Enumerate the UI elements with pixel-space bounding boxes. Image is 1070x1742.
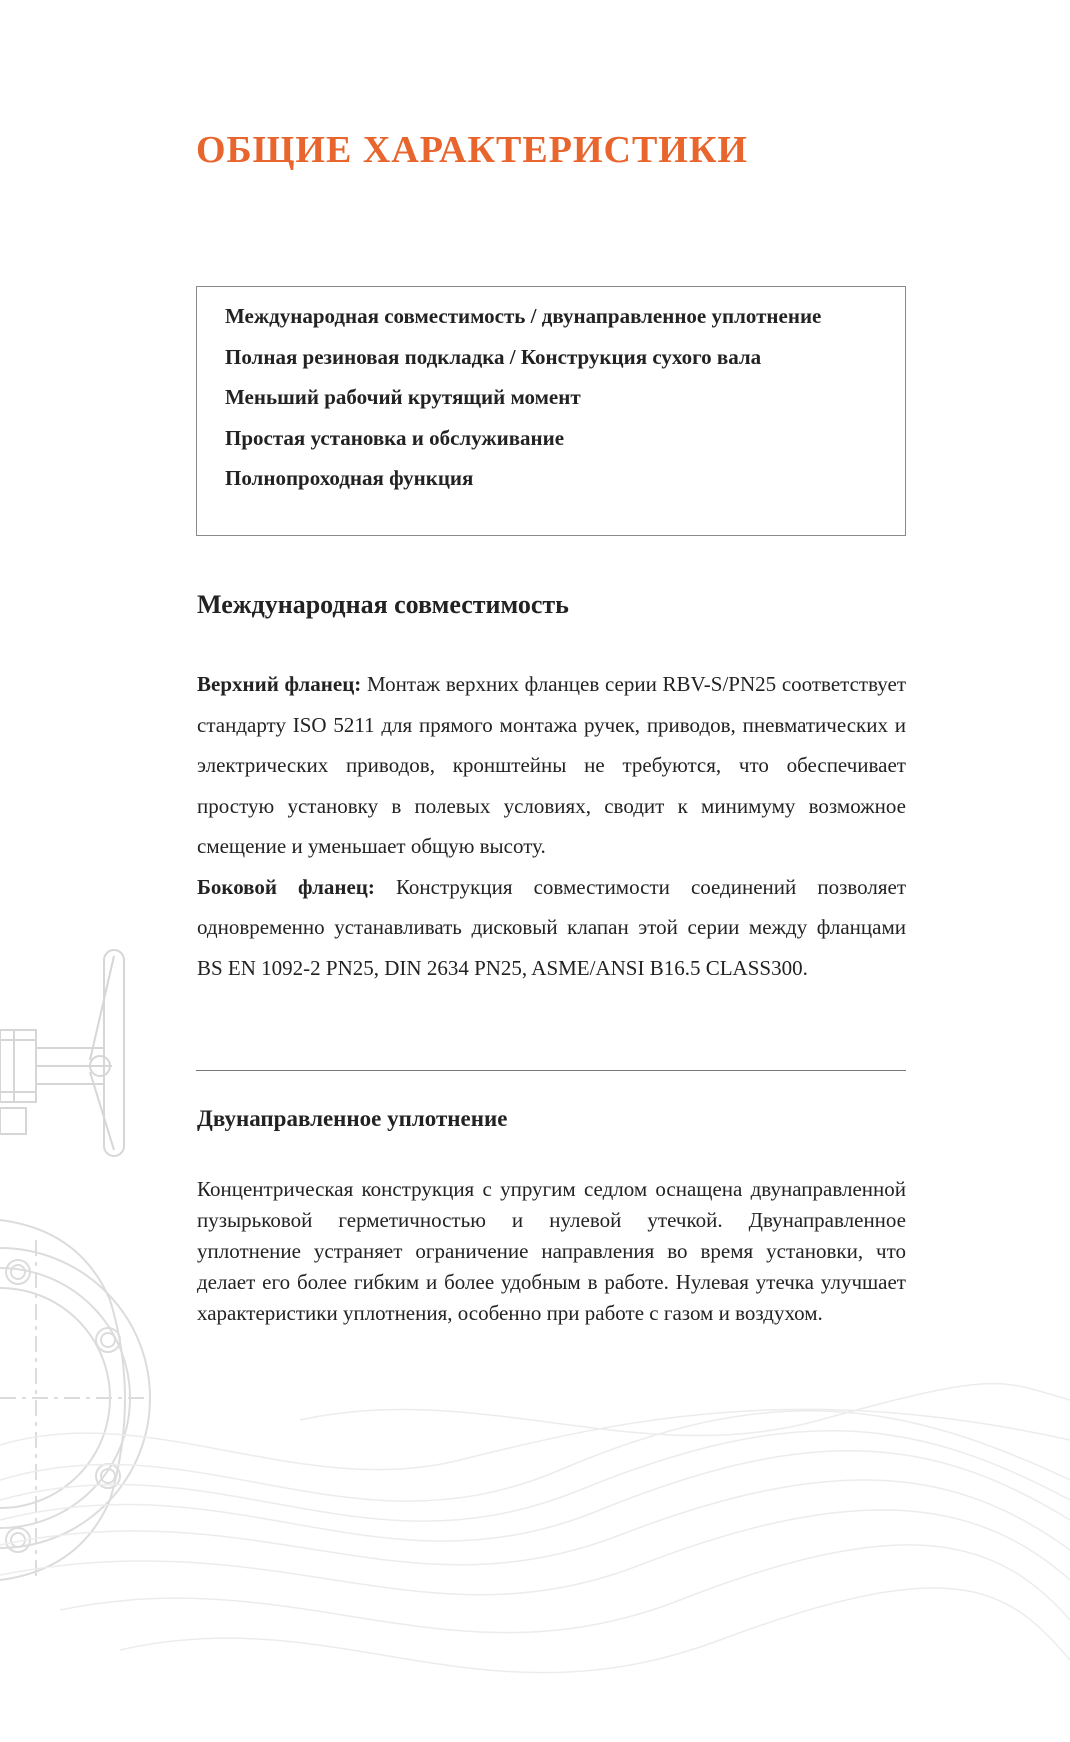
page-title: ОБЩИЕ ХАРАКТЕРИСТИКИ xyxy=(196,129,748,171)
handwheel-drawing xyxy=(0,950,124,1156)
side-flange-label: Боковой фланец: xyxy=(197,874,375,899)
features-list xyxy=(225,296,905,499)
side-flange-paragraph xyxy=(197,867,906,989)
wave-lines xyxy=(0,1384,1070,1673)
section-heading: Двунаправленное уплотнение xyxy=(197,1106,508,1131)
feature-item: Полнопроходная функция xyxy=(225,466,474,490)
feature-item: Меньший рабочий крутящий момент xyxy=(225,385,581,409)
features-box xyxy=(196,286,906,536)
top-flange-text: Монтаж верхних фланцев серии RBV-S/PN25 соответствует стандарту ISO 5211 для прямого монтажа ручек, приводов, пневматических и электрических приводов, кронштейны не требуются, что обеспечивает простую установку в полевых условиях, сводит к минимуму возможное смещение и уменьшает общую высоту. xyxy=(197,672,906,858)
section-heading: Международная совместимость xyxy=(197,590,569,619)
section-international-compatibility xyxy=(197,590,906,988)
section-divider xyxy=(196,1070,906,1071)
seal-paragraph: Концентрическая конструкция с упругим седлом оснащена двунаправленной пузырьковой герметичностью и нулевой утечкой. Двунаправленное уплотнение устраняет ограничение направления во время установки, что делает его более гибким и более удобным в работе. Нулевая утечка улучшает характеристики уплотнения, особенно при работе с газом и воздухом. xyxy=(197,1177,906,1325)
feature-item: Полная резиновая подкладка / Конструкция сухого вала xyxy=(225,344,762,369)
top-flange-label: Верхний фланец: xyxy=(197,672,362,696)
feature-item: Простая установка и обслуживание xyxy=(225,425,565,450)
side-flange-text: Конструкция совместимости соединений позволяет одновременно устанавливать дисковый клапан этой серии между фланцами BS EN 1092-2 PN25, DIN 2634 PN25, ASME/ANSI B16.5 CLASS300. xyxy=(197,874,907,980)
flange-drawing xyxy=(0,1220,150,1580)
section-bidirectional-seal xyxy=(197,1106,906,1329)
feature-item: Международная совместимость / двунаправленное уплотнение xyxy=(225,304,822,328)
top-flange-paragraph xyxy=(197,664,906,867)
section-body xyxy=(197,664,906,988)
